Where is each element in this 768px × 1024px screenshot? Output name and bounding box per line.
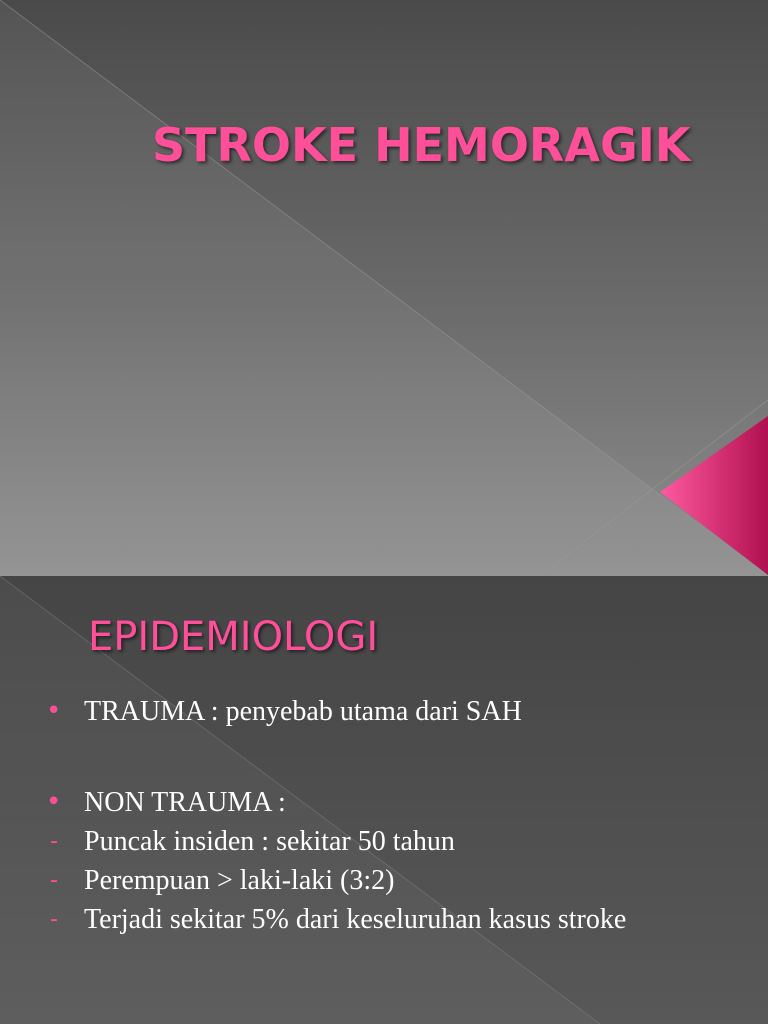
list-item (46, 783, 746, 822)
bullet-marker: • (46, 787, 62, 817)
list-item-text: Terjadi sekitar 5% dari keseluruhan kasus stroke (84, 904, 627, 935)
list-item (46, 822, 746, 861)
list-item (46, 692, 746, 731)
list-item (46, 900, 746, 939)
list-item-text: Perempuan > laki-laki (3:2) (84, 865, 395, 896)
bullet-marker: • (46, 696, 62, 726)
slide-title: STROKE HEMORAGIK (152, 118, 691, 172)
dash-marker: - (50, 868, 58, 893)
list-item-text: NON TRAUMA : (84, 787, 286, 818)
bullet-list (46, 692, 746, 939)
list-item (46, 861, 746, 900)
list-item-text: Puncak insiden : sekitar 50 tahun (84, 826, 455, 857)
dash-marker: - (50, 829, 58, 854)
list-item-text: TRAUMA : penyebab utama dari SAH (84, 696, 522, 727)
slide-heading: EPIDEMIOLOGI (88, 614, 379, 660)
dash-marker: - (50, 907, 58, 932)
